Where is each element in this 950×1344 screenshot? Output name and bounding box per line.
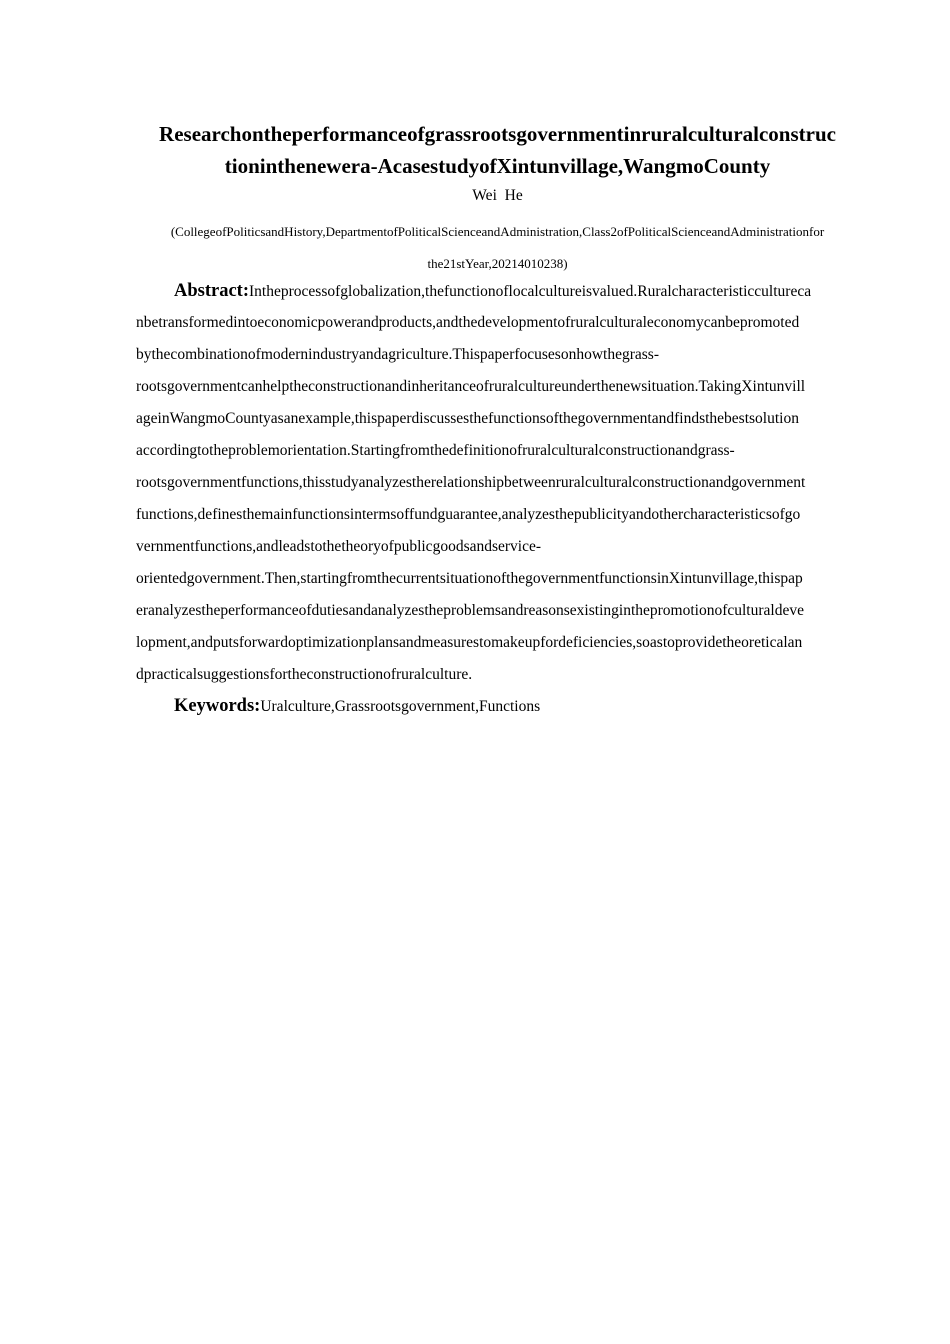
abstract-line: vernmentfunctions,andleadstothetheoryofpublicgoodsandservice- — [136, 538, 542, 555]
keywords-text: Uralculture,Grassrootsgovernment,Functions — [260, 698, 541, 715]
paper-title — [130, 118, 865, 182]
title-line-2: tioninthenewera-AcasestudyofXintunvillage,WangmoCounty — [224, 154, 771, 178]
title-line-1: Researchontheperformanceofgrassrootsgovernmentinruralculturalconstruc — [159, 122, 836, 146]
abstract-line: orientedgovernment.Then,startingfromthecurrentsituationofthegovernmentfunctionsinXintunvillage,thispap — [136, 570, 803, 587]
abstract-line: bythecombinationofmodernindustryandagriculture.Thispaperfocusesonhowthegrass- — [136, 346, 659, 363]
author-name: Wei He — [472, 187, 523, 204]
abstract-text: Intheprocessofglobalization,thefunctionoflocalcultureisvalued.Ruralcharacteristicculturecа — [249, 283, 812, 300]
abstract-line: nbetransformedintoeconomicpowerandproducts,andthedevelopmentofruralculturaleconomycanbepromoted — [136, 314, 800, 331]
abstract-line: functions,definesthemainfunctionsintermsoffundguarantee,analyzesthepublicityandothercharacteristicsofgo — [136, 506, 801, 523]
affiliation-line-1: (CollegeofPoliticsandHistory,DepartmentofPoliticalScienceandAdministration,Class2ofPoliticalScienceandAdministrationfor — [170, 224, 825, 239]
abstract-line: dpracticalsuggestionsfortheconstructionofruralculture. — [136, 666, 473, 683]
abstract-line: eranalyzestheperformanceofdutiesandanalyzestheproblemsandreasonsexistinginthepromotionofculturaldeve — [136, 602, 804, 619]
abstract-line — [136, 275, 866, 307]
abstract-line: rootsgovernmentcanhelptheconstructionandinheritanceofruralcultureunderthenewsituation.TakingXintunvill — [136, 378, 806, 395]
abstract-line: rootsgovernmentfunctions,thisstudyanalyzestherelationshipbetweenruralculturalconstructionandgovernment — [136, 474, 806, 491]
keywords-section — [174, 690, 874, 723]
abstract-line: accordingtotheproblemorientation.Startingfromthedefinitionofruralculturalconstructionandgrass- — [136, 442, 735, 459]
affiliation-line-2: the21stYear,20214010238) — [427, 256, 568, 271]
keywords-label: Keywords: — [174, 696, 261, 716]
abstract-line: lopment,andputsforwardoptimizationplansandmeasurestomakeupfordeficiencies,soastoprovidetheoreticalan — [136, 634, 803, 651]
abstract-line: ageinWangmoCountyasanexample,thispaperdiscussesthefunctionsofthegovernmentandfindsthebestsolution — [136, 410, 799, 427]
author-affiliation — [130, 216, 865, 280]
abstract-label: Abstract: — [174, 281, 250, 301]
abstract-section — [136, 275, 866, 691]
